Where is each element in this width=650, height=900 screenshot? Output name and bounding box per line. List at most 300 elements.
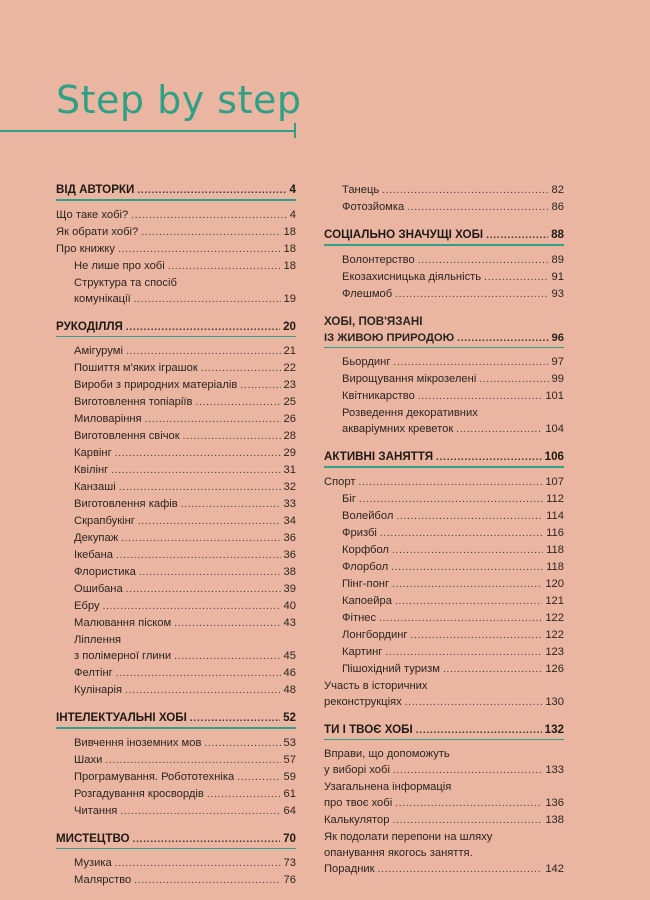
leader-dots	[359, 491, 543, 508]
toc-entry[interactable]	[56, 207, 296, 224]
leader-dots	[385, 644, 542, 661]
toc-entry[interactable]	[56, 513, 296, 530]
toc-section	[324, 182, 564, 216]
entry-label: Виготовлення топіаріїв	[74, 396, 193, 408]
toc-entry[interactable]	[56, 241, 296, 258]
leader-dots	[358, 474, 542, 491]
toc-entry[interactable]	[324, 252, 564, 269]
entry-last-line	[74, 648, 296, 665]
toc-entry[interactable]	[56, 632, 296, 665]
entry-label-line: Ліплення	[74, 634, 122, 646]
section-divider	[56, 848, 296, 850]
entry-label: Пінг-понг	[342, 577, 390, 590]
page-number: 114	[546, 509, 564, 522]
leader-dots	[418, 252, 549, 269]
entry-label: СОЦІАЛЬНО ЗНАЧУЩІ ХОБІ	[324, 228, 484, 241]
entry-label: Малярство	[74, 874, 132, 886]
leader-dots	[115, 855, 281, 872]
leader-dots	[133, 831, 281, 848]
toc-section	[324, 722, 564, 879]
page-number: 76	[283, 874, 296, 886]
entry-label: Амігурумі	[74, 345, 123, 357]
entry-label: Канзаші	[74, 481, 116, 493]
leader-dots	[393, 762, 542, 779]
toc-entry[interactable]	[324, 627, 564, 644]
entry-label: Вироби з природних матеріалів	[74, 379, 238, 391]
leader-dots	[118, 241, 281, 258]
page-number: 122	[545, 611, 564, 624]
toc-section	[56, 319, 296, 700]
entry-last-line	[324, 762, 564, 779]
toc-entry[interactable]	[324, 779, 564, 812]
page-number: 33	[283, 498, 296, 510]
entry-label: Біг	[342, 492, 356, 505]
entry-label: Ошибана	[74, 583, 123, 595]
page-number: 28	[283, 430, 296, 442]
page-number: 32	[283, 481, 296, 493]
leader-dots	[201, 360, 281, 377]
entry-last-line	[74, 291, 296, 308]
leader-dots	[121, 530, 280, 547]
entry-label-line: про твоє хобі	[324, 797, 393, 809]
page-number: 89	[551, 253, 564, 266]
toc-entry[interactable]	[324, 371, 564, 388]
page-number: 96	[551, 331, 564, 344]
leader-dots	[436, 449, 542, 466]
entry-label: Лонгбординг	[342, 628, 408, 641]
section-heading[interactable]	[56, 831, 296, 848]
entry-label: Кулінарія	[74, 684, 123, 696]
toc-entry[interactable]	[324, 182, 564, 199]
toc-entry[interactable]	[56, 496, 296, 513]
entry-label: Вивчення іноземних мов	[74, 736, 202, 749]
toc-entry[interactable]	[324, 610, 564, 627]
toc-entry[interactable]	[324, 269, 564, 286]
toc-entry[interactable]	[56, 682, 296, 699]
entry-label-line: ІЗ ЖИВОЮ ПРИРОДОЮ	[324, 331, 455, 344]
entry-label: ІНТЕЛЕКТУАЛЬНІ ХОБІ	[56, 711, 187, 724]
entry-label: Що таке хобі?	[56, 208, 129, 221]
toc-entry[interactable]	[324, 199, 564, 216]
toc-entry[interactable]	[56, 855, 296, 872]
leader-dots	[207, 786, 281, 803]
toc-entry[interactable]	[56, 752, 296, 769]
entry-label-line: комунікації	[74, 292, 131, 305]
leader-dots	[134, 291, 281, 308]
entry-label: Корфбол	[342, 543, 389, 556]
entry-label: Програмування. Робототехніка	[74, 770, 235, 783]
leader-dots	[181, 496, 281, 513]
leader-dots	[204, 735, 280, 752]
leader-dots	[105, 752, 280, 769]
entry-label: Флорбол	[342, 560, 389, 573]
toc-entry[interactable]	[324, 508, 564, 525]
entry-label: Фотозйомка	[342, 201, 405, 213]
toc-entry[interactable]	[324, 576, 564, 593]
page-number: 132	[544, 722, 564, 736]
leader-dots	[120, 803, 280, 820]
page-number: 36	[283, 549, 296, 561]
toc-entry[interactable]	[56, 360, 296, 377]
leader-dots	[237, 769, 280, 786]
leader-dots	[126, 581, 281, 598]
entry-label: Пішохідний туризм	[342, 662, 440, 675]
entry-label: Екозахисницька діяльність	[342, 270, 482, 283]
section-divider	[324, 244, 564, 246]
toc-entry[interactable]	[56, 803, 296, 820]
toc-entry[interactable]	[324, 593, 564, 610]
toc-entry[interactable]	[324, 405, 564, 438]
page-number: 64	[283, 804, 296, 817]
entry-label: Флешмоб	[342, 287, 393, 300]
page-number: 106	[544, 450, 564, 463]
section-divider	[56, 199, 296, 201]
page-title: Step by step	[56, 78, 302, 122]
leader-dots	[116, 665, 281, 682]
entry-label: ВІД АВТОРКИ	[56, 183, 135, 196]
entry-label: Малювання піском	[74, 617, 172, 629]
toc-entry[interactable]	[324, 644, 564, 661]
leader-dots	[393, 812, 543, 829]
leader-dots	[115, 445, 281, 462]
leader-dots	[174, 648, 280, 665]
toc-entry[interactable]	[56, 224, 296, 241]
toc-entry[interactable]	[56, 530, 296, 547]
leader-dots	[126, 343, 281, 360]
title-underline	[0, 130, 296, 132]
toc-entry[interactable]	[56, 479, 296, 496]
entry-label: Виготовлення кафів	[74, 498, 178, 510]
page-number: 61	[283, 787, 296, 800]
page-number: 104	[545, 423, 564, 435]
leader-dots	[379, 610, 542, 627]
leader-dots	[456, 421, 542, 438]
toc-entry[interactable]	[56, 343, 296, 360]
entry-label-line: Як подолати перепони на шляху	[324, 831, 493, 843]
leader-dots	[380, 525, 543, 542]
page-number: 107	[545, 475, 564, 488]
toc-entry[interactable]	[324, 474, 564, 491]
page-number: 29	[283, 447, 296, 459]
toc-section	[324, 227, 564, 303]
toc-entry[interactable]	[324, 559, 564, 576]
toc-entry[interactable]	[56, 275, 296, 308]
entry-label: Бьординг	[342, 356, 391, 368]
entry-label: Як обрати хобі?	[56, 225, 139, 238]
page-number: 21	[283, 345, 296, 357]
page-number: 88	[551, 228, 564, 241]
toc-entry[interactable]	[324, 525, 564, 542]
leader-dots	[195, 394, 280, 411]
toc-entry[interactable]	[56, 598, 296, 615]
entry-label: Порадник	[324, 863, 375, 875]
entry-label: Спорт	[324, 475, 356, 488]
page-number: 38	[283, 566, 296, 578]
leader-dots	[126, 319, 280, 336]
entry-label: Квілінг	[74, 464, 109, 476]
page-number: 39	[283, 583, 296, 595]
entry-label: Капоейра	[342, 594, 392, 607]
toc-entry[interactable]	[324, 542, 564, 559]
toc-section	[56, 710, 296, 820]
toc-entry[interactable]	[56, 411, 296, 428]
leader-dots	[168, 258, 281, 275]
section-heading[interactable]	[56, 182, 296, 199]
toc-entry[interactable]	[56, 462, 296, 479]
section-heading[interactable]	[324, 227, 564, 244]
toc-entry[interactable]	[56, 428, 296, 445]
entry-last-line	[324, 795, 564, 812]
page-number: 130	[545, 695, 564, 708]
page-number: 122	[545, 628, 564, 641]
entry-label-line: реконструкціях	[324, 695, 402, 708]
entry-label: Читання	[74, 804, 118, 817]
entry-label-line: Участь в історичних	[324, 679, 428, 692]
leader-dots	[116, 547, 281, 564]
entry-label-line: з полімерної глини	[74, 650, 172, 662]
leader-dots	[145, 411, 281, 428]
page-number: 138	[545, 814, 564, 826]
page-number: 91	[551, 270, 564, 283]
leader-dots	[378, 861, 543, 878]
entry-label-line: Структура та спосіб	[74, 276, 177, 289]
leader-dots	[457, 330, 548, 347]
section-heading[interactable]	[324, 449, 564, 466]
title-underline-cap	[294, 123, 296, 138]
entry-label-line: у виборі хобі	[324, 764, 390, 776]
toc-entry[interactable]	[56, 258, 296, 275]
page-number: 36	[283, 532, 296, 544]
section-heading[interactable]	[56, 710, 296, 727]
leader-dots	[240, 377, 280, 394]
page-number: 118	[546, 560, 564, 573]
page-number: 19	[283, 292, 296, 305]
page-number: 97	[551, 356, 564, 368]
page-number: 18	[283, 259, 296, 272]
toc-entry[interactable]	[56, 615, 296, 632]
toc-entry[interactable]	[324, 812, 564, 829]
leader-dots	[484, 269, 548, 286]
entry-label: Ікебана	[74, 549, 113, 561]
page-number: 133	[545, 764, 564, 776]
entry-label: Ебру	[74, 600, 100, 612]
toc-entry[interactable]	[324, 746, 564, 779]
entry-last-line	[324, 694, 564, 711]
page-number: 4	[289, 183, 296, 196]
leader-dots	[137, 182, 286, 199]
entry-label: ТИ І ТВОЄ ХОБІ	[324, 722, 413, 736]
toc-column-left	[56, 182, 296, 900]
leader-dots	[134, 872, 280, 889]
leader-dots	[382, 182, 548, 199]
entry-label: Фітнес	[342, 611, 377, 624]
toc-entry[interactable]	[324, 678, 564, 711]
page-number: 136	[545, 797, 564, 809]
leader-dots	[407, 199, 548, 216]
section-divider	[56, 727, 296, 729]
page-number: 93	[551, 287, 564, 300]
page-number: 82	[551, 184, 564, 196]
toc-entry[interactable]	[324, 491, 564, 508]
entry-label: МИСТЕЦТВО	[56, 831, 130, 845]
page-number: 52	[283, 711, 296, 724]
page-number: 46	[283, 667, 296, 679]
toc-entry[interactable]	[324, 829, 564, 861]
page-number: 126	[545, 662, 564, 675]
entry-label: РУКОДІЛЛЯ	[56, 319, 123, 333]
entry-label: Музика	[74, 857, 112, 869]
page-number: 31	[283, 464, 296, 476]
entry-label: АКТИВНІ ЗАНЯТТЯ	[324, 450, 434, 463]
entry-label: Карвінг	[74, 447, 112, 459]
toc-entry[interactable]	[56, 769, 296, 786]
leader-dots	[174, 615, 280, 632]
page-number: 34	[283, 515, 296, 527]
entry-label: Картинг	[342, 645, 383, 658]
page-number: 18	[283, 242, 296, 255]
leader-dots	[410, 627, 542, 644]
toc-entry[interactable]	[56, 377, 296, 394]
leader-dots	[141, 224, 280, 241]
entry-label: Волонтерство	[342, 253, 415, 266]
entry-label: Волейбол	[342, 509, 394, 522]
section-divider	[56, 336, 296, 338]
entry-label: Калькулятор	[324, 814, 390, 826]
entry-label: Фризбі	[342, 526, 377, 539]
page-number: 53	[283, 736, 296, 749]
page-number: 112	[546, 492, 564, 505]
page-number: 57	[283, 753, 296, 766]
toc-entry[interactable]	[56, 665, 296, 682]
entry-label-line: ХОБІ, ПОВ'ЯЗАНІ	[324, 314, 423, 328]
entry-label: Флористика	[74, 566, 136, 578]
entry-label: Фелтінг	[74, 667, 113, 679]
page-number: 45	[283, 650, 296, 662]
page-number: 116	[546, 526, 564, 539]
toc-entry[interactable]	[56, 786, 296, 803]
leader-dots	[395, 593, 542, 610]
entry-label: Вирощування мікрозелені	[342, 373, 477, 385]
toc-entry[interactable]	[56, 394, 296, 411]
entry-label: Квітникарство	[342, 390, 415, 402]
leader-dots	[443, 661, 542, 678]
page-number: 43	[283, 617, 296, 629]
section-heading[interactable]	[56, 319, 296, 336]
leader-dots	[103, 598, 281, 615]
page-number: 22	[283, 362, 296, 374]
entry-last-line	[324, 330, 564, 347]
leader-dots	[139, 564, 281, 581]
leader-dots	[138, 513, 281, 530]
entry-label: Шахи	[74, 753, 103, 766]
leader-dots	[190, 710, 280, 727]
leader-dots	[395, 286, 548, 303]
toc-entry[interactable]	[56, 872, 296, 889]
toc-entry[interactable]	[56, 735, 296, 752]
section-divider	[324, 466, 564, 468]
entry-label: Скрапбукінг	[74, 515, 135, 527]
page-number: 48	[283, 684, 296, 696]
page-number: 73	[283, 857, 296, 869]
section-divider	[324, 347, 564, 349]
page-number: 123	[545, 645, 564, 658]
page-number: 25	[283, 396, 296, 408]
toc-section	[56, 182, 296, 308]
page-number: 142	[545, 863, 564, 875]
leader-dots	[479, 371, 548, 388]
toc-section	[324, 449, 564, 711]
page-number: 18	[283, 225, 296, 238]
page-number: 23	[283, 379, 296, 391]
page-number: 118	[546, 543, 564, 556]
entry-label: Декупаж	[74, 532, 119, 544]
entry-label: Розгадування кросвордів	[74, 787, 204, 800]
toc-entry[interactable]	[324, 286, 564, 303]
toc-column-right	[324, 182, 564, 889]
leader-dots	[418, 388, 542, 405]
entry-label: Танець	[342, 184, 380, 196]
leader-dots	[391, 559, 543, 576]
entry-last-line	[324, 845, 564, 861]
toc-entry[interactable]	[324, 661, 564, 678]
page-number: 86	[551, 201, 564, 213]
toc-entry[interactable]	[56, 564, 296, 581]
entry-label: Пошиття м'яких іграшок	[74, 362, 198, 374]
page-number: 20	[283, 319, 296, 333]
toc-section	[324, 314, 564, 439]
page-number: 4	[289, 208, 296, 221]
section-heading[interactable]	[324, 314, 564, 347]
leader-dots	[392, 542, 543, 559]
leader-dots	[396, 508, 543, 525]
entry-label-line: Розведення декоративних	[342, 407, 478, 419]
section-divider	[324, 739, 564, 741]
toc-entry[interactable]	[324, 354, 564, 371]
toc-section	[56, 831, 296, 890]
entry-label-line: акваріумних креветок	[342, 423, 454, 435]
page-number: 99	[551, 373, 564, 385]
page-number: 70	[283, 831, 296, 845]
toc-entry[interactable]	[56, 547, 296, 564]
leader-dots	[131, 207, 287, 224]
leader-dots	[183, 428, 281, 445]
leader-dots	[119, 479, 281, 496]
leader-dots	[125, 682, 281, 699]
entry-label: Миловаріння	[74, 413, 142, 425]
leader-dots	[486, 227, 548, 244]
entry-label-line: опанування якогось заняття.	[324, 847, 473, 859]
entry-label-line: Вправи, що допоможуть	[324, 748, 450, 760]
leader-dots	[111, 462, 280, 479]
toc-entry[interactable]	[56, 445, 296, 462]
page-number: 101	[545, 390, 564, 402]
toc-entry[interactable]	[324, 388, 564, 405]
entry-label: Про книжку	[56, 242, 116, 255]
entry-label-line: Узагальнена інформація	[324, 781, 452, 793]
leader-dots	[392, 576, 542, 593]
entry-label: Не лише про хобі	[74, 259, 165, 272]
page-number: 120	[545, 577, 564, 590]
leader-dots	[393, 354, 548, 371]
leader-dots	[416, 722, 542, 739]
entry-label: Виготовлення свічок	[74, 430, 180, 442]
toc-entry[interactable]	[56, 581, 296, 598]
section-heading[interactable]	[324, 722, 564, 739]
page-number: 40	[283, 600, 296, 612]
leader-dots	[395, 795, 542, 812]
toc-entry[interactable]	[324, 861, 564, 878]
page-number: 59	[283, 770, 296, 783]
